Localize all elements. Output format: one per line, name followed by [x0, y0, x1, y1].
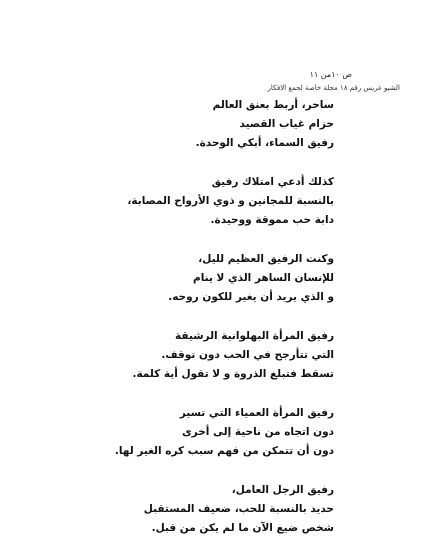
poem-line: حزام غياب القصيد	[239, 118, 334, 130]
poem-line: وكنت الرفيق العظيم لليل،	[198, 253, 334, 265]
stanza	[94, 173, 334, 230]
poem-line: حديد بالنسبة للحب، ضعيف المستقبل	[143, 503, 334, 515]
poem-line: دون اتجاه من ناحية إلى أخرى	[182, 426, 334, 438]
header-note: الشيو غريس رقم ١٨ مجلة خاصة لجمع الافكار	[267, 84, 400, 92]
stanza	[94, 327, 334, 384]
poem-line: رفيق الرجل العامل،	[231, 484, 334, 496]
poem-line: ساحر، أربط بعنق العالم	[212, 99, 334, 111]
stanza	[94, 250, 334, 307]
poem-line: تسقط فتبلغ الذروة و لا تقول أية كلمة.	[132, 368, 334, 380]
stanza	[94, 404, 334, 461]
poem-line: بالنسبة للمجانين و ذوي الأرواح المصابة،	[127, 195, 334, 207]
stanza	[94, 96, 334, 153]
poem-line: التي تتأرجح في الحب دون توقف.	[161, 349, 334, 361]
poem-line: للإنسان الساهر الذي لا ينام	[193, 272, 334, 284]
poem-line: رفيق السماء، أبكي الوحدة.	[195, 137, 334, 149]
poem-line: رفيق المرأة العمياء التي تسير	[179, 407, 334, 419]
poem-line: دابة حب مموقة ووحيدة.	[210, 214, 334, 226]
poem-line: كذلك أدعي امتلاك رفيق	[211, 176, 334, 188]
poem-line: و الذي يريد أن يغير للكون روحه.	[168, 291, 334, 303]
stanza	[94, 481, 334, 538]
poem-line: رفيق المرأة البهلوانية الرشيقة	[175, 330, 334, 342]
poem-body	[94, 96, 334, 560]
poem-line: شخص ضيع الآن ما لم يكن من قبل.	[151, 522, 334, 534]
page-number: ص ١٠من ١١	[309, 70, 352, 79]
poem-line: دون أن تتمكن من فهم سبب كره الغير لها.	[114, 445, 334, 457]
